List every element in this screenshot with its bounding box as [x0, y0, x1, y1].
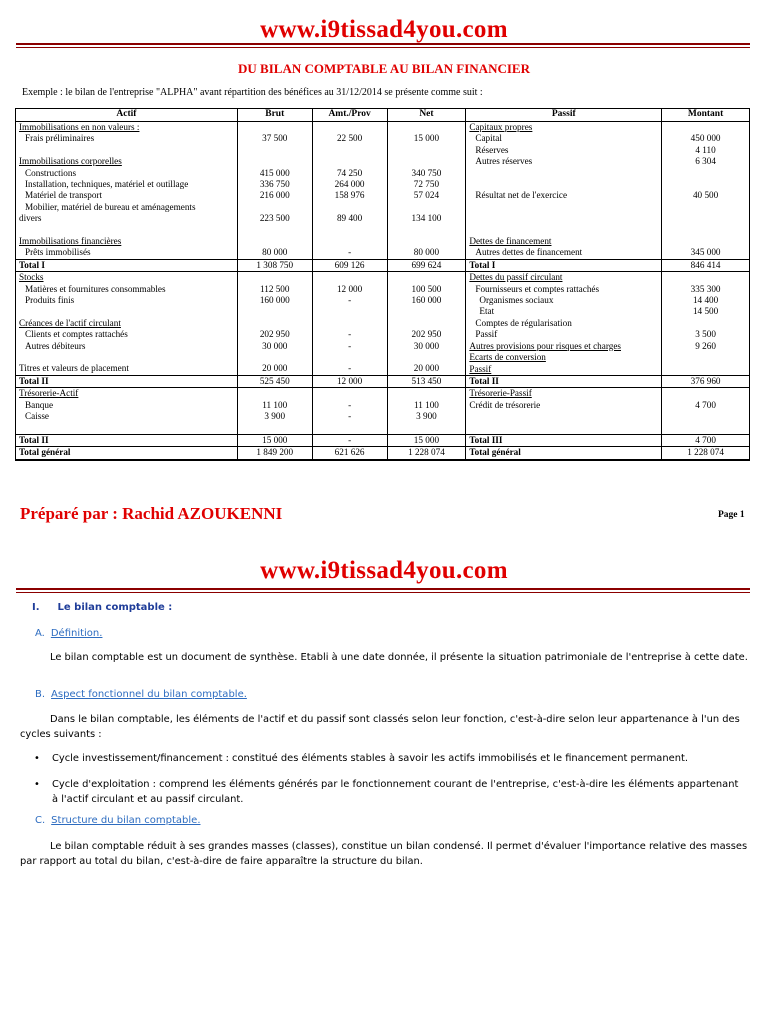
subsection-c-heading[interactable]	[35, 815, 201, 826]
brut-value: 223 500	[259, 213, 290, 224]
brut-value: 216 000	[259, 190, 290, 201]
montant-cell	[662, 388, 750, 435]
passif-cell	[466, 388, 662, 435]
actif-item: Autres débiteurs	[25, 340, 86, 351]
site-url-header[interactable]: www.i9tissad4you.com	[260, 16, 508, 43]
actif-item: Caisse	[25, 411, 49, 422]
actif-item: Stocks	[19, 272, 44, 283]
passif-item: Comptes de régularisation	[475, 317, 572, 328]
amt-value: -	[348, 340, 352, 351]
net-cell	[387, 272, 466, 376]
bullet-text: Cycle d'exploitation : comprend les éléments générés par le fonctionnement courant de l'entreprise, c'est-à-dire les éléments appartenant à l'actif circulant et au passif circulant.	[52, 779, 739, 805]
subsection-b-heading[interactable]	[35, 689, 247, 700]
actif-item: divers	[19, 213, 42, 224]
total-amt: 12 000	[312, 375, 387, 387]
passif-cell	[466, 272, 662, 376]
montant-value: 4 110	[695, 144, 716, 155]
passif-item: Autres dettes de financement	[475, 247, 583, 258]
header-brut: Brut	[237, 109, 312, 122]
page-number: Page 1	[718, 510, 745, 520]
amt-value: 22 500	[336, 133, 363, 144]
brut-value: 20 000	[262, 363, 288, 374]
net-cell	[387, 388, 466, 435]
passif-item: Autres réserves	[475, 156, 533, 167]
net-value: 30 000	[413, 340, 440, 351]
montant-value: 4 700	[695, 399, 716, 410]
total-amt: 609 126	[312, 259, 387, 271]
actif-item: Banque	[25, 399, 54, 410]
amt-value: -	[348, 329, 352, 340]
total-amt: -	[312, 434, 387, 446]
header-passif: Passif	[466, 109, 662, 122]
section-title: Le bilan comptable :	[57, 602, 173, 613]
net-value: 160 000	[411, 295, 442, 306]
total-passif-label: Total III	[466, 434, 662, 446]
block-1-row	[16, 122, 750, 260]
total-brut: 1 308 750	[237, 259, 312, 271]
brut-value: 37 500	[262, 133, 288, 144]
amt-value: -	[348, 295, 352, 306]
passif-item: Etat	[479, 306, 495, 317]
amt-value: -	[348, 247, 352, 258]
subsection-title[interactable]: Aspect fonctionnel du bilan comptable.	[51, 689, 247, 700]
total-row	[16, 434, 750, 446]
brut-cell	[237, 122, 312, 260]
montant-value: 14 500	[692, 306, 719, 317]
amt-cell	[312, 388, 387, 435]
header-net: Net	[387, 109, 466, 122]
actif-item: Matériel de transport	[25, 190, 103, 201]
passif-item: Dettes du passif circulant	[469, 272, 563, 283]
passif-item: Trésorerie-Passif	[469, 388, 532, 399]
amt-value: -	[348, 363, 352, 374]
montant-cell	[662, 272, 750, 376]
grand-total-row	[16, 447, 750, 460]
block-3-row	[16, 388, 750, 435]
intro-text: Exemple : le bilan de l'entreprise "ALPHA" avant répartition des bénéfices au 31/12/2014 se présente comme suit :	[22, 87, 483, 98]
grand-total-passif-label: Total général	[466, 447, 662, 460]
amt-value: 12 000	[336, 283, 363, 294]
paragraph-c: Le bilan comptable réduit à ses grandes masses (classes), constitue un bilan condensé. Il permet d'évaluer l'importance relative des masses par rapport au total du bilan, c'est-à-dire de faire apparaître la structure du bilan.	[20, 841, 748, 867]
brut-value: 11 100	[262, 399, 288, 410]
document-title: DU BILAN COMPTABLE AU BILAN FINANCIER	[238, 61, 530, 76]
amt-cell	[312, 122, 387, 260]
montant-value: 6 304	[695, 156, 716, 167]
brut-value: 112 500	[259, 283, 290, 294]
brut-cell	[237, 272, 312, 376]
passif-item: Organismes sociaux	[479, 295, 554, 306]
subsection-title[interactable]: Structure du bilan comptable.	[51, 815, 201, 826]
amt-cell	[312, 272, 387, 376]
total-montant: 4 700	[662, 434, 750, 446]
actif-cell	[16, 388, 238, 435]
total-row	[16, 375, 750, 387]
section-number: I.	[32, 602, 40, 613]
grand-total-brut: 1 849 200	[237, 447, 312, 460]
actif-item: Installation, techniques, matériel et outillage	[25, 179, 189, 190]
actif-item: Constructions	[25, 167, 77, 178]
brut-value: 415 000	[259, 167, 290, 178]
grand-total-label: Total général	[16, 447, 238, 460]
grand-total-montant: 1 228 074	[662, 447, 750, 460]
bullet-text: Cycle investissement/financement : constitué des éléments stables à savoir les actifs immobilisés et le financement permanent.	[52, 753, 688, 764]
subsection-title[interactable]: Définition.	[50, 628, 103, 639]
header-rule	[16, 43, 750, 48]
amt-value: 158 976	[334, 190, 365, 201]
amt-value: -	[348, 399, 352, 410]
passif-item: Passif	[469, 363, 492, 374]
brut-cell	[237, 388, 312, 435]
actif-item: Immobilisations financières	[19, 236, 122, 247]
total-label: Total II	[16, 375, 238, 387]
net-value: 340 750	[411, 167, 442, 178]
actif-item: Produits finis	[25, 295, 75, 306]
amt-value: 74 250	[336, 167, 363, 178]
subsection-a-heading[interactable]	[35, 628, 102, 639]
passif-item: Fournisseurs et comptes rattachés	[475, 283, 600, 294]
actif-item: Titres et valeurs de placement	[19, 363, 129, 374]
table-header-row	[16, 109, 750, 122]
total-net: 15 000	[387, 434, 466, 446]
block-2-row	[16, 272, 750, 376]
montant-value: 14 400	[692, 295, 719, 306]
brut-value: 202 950	[259, 329, 290, 340]
montant-value: 335 300	[690, 283, 721, 294]
header-montant: Montant	[662, 109, 750, 122]
brut-value: 80 000	[262, 247, 288, 258]
passif-item: Crédit de trésorerie	[469, 399, 541, 410]
header-actif: Actif	[16, 109, 238, 122]
montant-value: 9 260	[695, 340, 716, 351]
bullet-dot-icon: •	[34, 753, 40, 764]
actif-item: Trésorerie-Actif	[19, 388, 79, 399]
paragraph-a: Le bilan comptable est un document de synthèse. Etabli à une date donnée, il présente la situation patrimoniale de l'entreprise à cette date.	[50, 652, 748, 663]
actif-item: Prêts immobilisés	[25, 247, 91, 258]
total-passif-label: Total II	[466, 375, 662, 387]
passif-cell	[466, 122, 662, 260]
actif-item: Immobilisations corporelles	[19, 156, 122, 167]
net-cell	[387, 122, 466, 260]
net-value: 20 000	[413, 363, 440, 374]
total-montant: 376 960	[662, 375, 750, 387]
montant-value: 40 500	[692, 190, 719, 201]
net-value: 15 000	[413, 133, 440, 144]
net-value: 11 100	[413, 399, 439, 410]
bullet-dot-icon: •	[34, 779, 40, 790]
passif-item: Réserves	[475, 144, 509, 155]
montant-cell	[662, 122, 750, 260]
passif-item: Passif	[475, 329, 498, 340]
passif-item: Autres provisions pour risques et charges	[469, 340, 621, 351]
net-value: 3 900	[416, 411, 437, 422]
total-brut: 525 450	[237, 375, 312, 387]
amt-value: -	[348, 411, 352, 422]
header-amt: Amt./Prov	[312, 109, 387, 122]
balance-sheet-table	[15, 108, 750, 461]
grand-total-amt: 621 626	[312, 447, 387, 460]
prepared-by: Préparé par : Rachid AZOUKENNI	[20, 504, 283, 523]
actif-cell	[16, 122, 238, 260]
passif-item: Résultat net de l'exercice	[475, 190, 568, 201]
net-value: 134 100	[411, 213, 442, 224]
section-heading	[32, 602, 172, 613]
total-net: 513 450	[387, 375, 466, 387]
subsection-letter: C.	[35, 815, 46, 826]
subsection-letter: A.	[35, 628, 45, 639]
brut-value: 336 750	[259, 178, 290, 189]
actif-item: Clients et comptes rattachés	[25, 329, 128, 340]
bullet-item	[34, 777, 742, 807]
total-label: Total I	[16, 259, 238, 271]
montant-value: 345 000	[690, 247, 721, 258]
passif-item: Dettes de financement	[469, 235, 552, 246]
montant-value: 450 000	[690, 133, 721, 144]
passif-item: Capital	[475, 133, 502, 144]
total-net: 699 624	[387, 259, 466, 271]
brut-value: 3 900	[264, 411, 286, 422]
brut-value: 30 000	[262, 340, 288, 351]
total-label: Total II	[16, 434, 238, 446]
total-montant: 846 414	[662, 259, 750, 271]
montant-value: 3 500	[695, 329, 716, 340]
brut-value: 160 000	[259, 295, 290, 306]
net-value: 72 750	[413, 178, 440, 189]
paragraph-b: Dans le bilan comptable, les éléments de l'actif et du passif sont classés selon leur fonction, c'est-à-dire selon leur appartenance à l'un des cycles suivants :	[20, 714, 740, 740]
header-rule-page2	[16, 588, 750, 593]
net-value: 57 024	[413, 190, 440, 201]
actif-item: Mobilier, matériel de bureau et aménagements	[25, 201, 196, 212]
total-row	[16, 259, 750, 271]
total-brut: 15 000	[237, 434, 312, 446]
grand-total-net: 1 228 074	[387, 447, 466, 460]
passif-item: Ecarts de conversion	[469, 352, 546, 363]
passif-item: Capitaux propres	[469, 122, 533, 132]
actif-item: Immobilisations en non valeurs :	[19, 122, 140, 132]
actif-cell	[16, 272, 238, 376]
subsection-letter: B.	[35, 689, 46, 700]
actif-item: Frais préliminaires	[25, 133, 95, 144]
total-passif-label: Total I	[466, 259, 662, 271]
amt-value: 89 400	[336, 213, 363, 224]
net-value: 202 950	[411, 329, 442, 340]
amt-value: 264 000	[334, 178, 365, 189]
site-url-header-page2[interactable]: www.i9tissad4you.com	[260, 557, 508, 584]
net-value: 80 000	[413, 247, 440, 258]
net-value: 100 500	[411, 283, 442, 294]
actif-item: Matières et fournitures consommables	[25, 283, 166, 294]
actif-item: Créances de l'actif circulant	[19, 317, 121, 328]
bullet-item	[34, 751, 742, 766]
